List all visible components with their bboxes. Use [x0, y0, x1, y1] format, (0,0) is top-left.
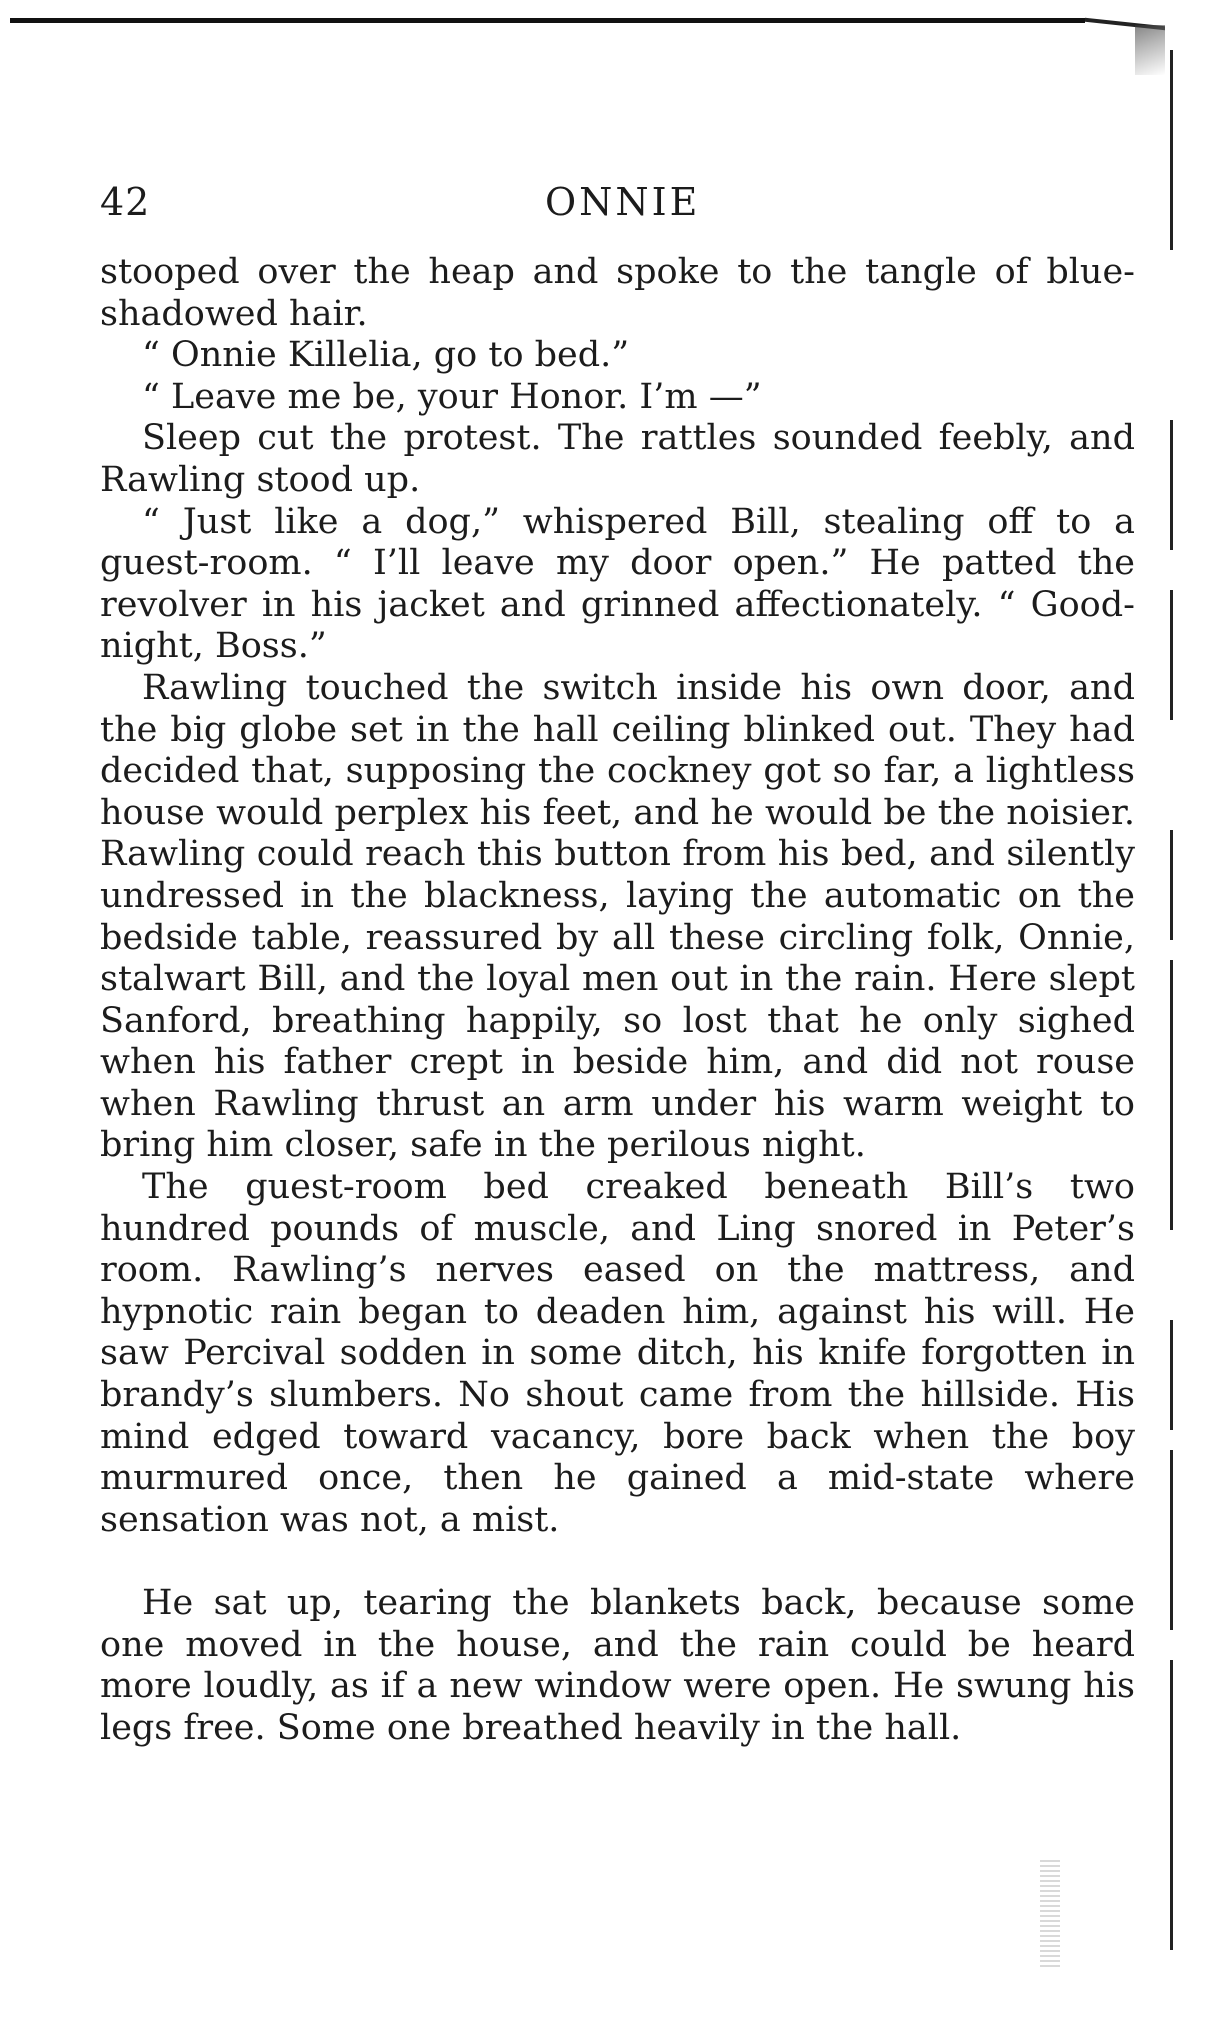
- paragraph: “ Leave me be, your Honor. I’m —”: [142, 376, 762, 417]
- paragraph: Sleep cut the protest. The rattles sounded feebly, and Rawling stood up.: [100, 418, 1135, 500]
- running-head: ONNIE: [545, 180, 701, 224]
- paragraph: stooped over the heap and spoke to the tangle of blue-shadowed hair.: [100, 252, 1135, 334]
- paragraph: Rawling touched the switch inside his own door, and the big globe set in the hall ceiling blinked out. They had decided that, supposing the cockney got so far, a lightless house would perplex his feet, and he would be the noisier. Rawling could reach this button from his bed, and silently undressed in the blackness, laying the automatic on the bedside table, reassured by all these circling folk, Onnie, stalwart Bill, and the loyal men out in the rain. Here slept Sanford, breathing happily, so lost that he only sighed when his father crept in beside him, and did not rouse when Rawling thrust an arm under his warm weight to bring him closer, safe in the perilous night.: [100, 667, 1135, 1166]
- paragraph: The guest-room bed creaked beneath Bill’s two hundred pounds of muscle, and Ling snored in Peter’s room. Rawling’s nerves eased on the mattress, and hypnotic rain began to deaden him, against his will. He saw Percival sodden in some ditch, his knife forgotten in brandy’s slumbers. No shout came from the hillside. His mind edged toward vacancy, bore back when the boy murmured once, then he gained a mid-state where sensation was not, a mist.: [100, 1167, 1135, 1540]
- scan-noise: [1040, 1860, 1060, 1970]
- scan-corner-shadow: [1135, 25, 1165, 75]
- section-break: [100, 1541, 1135, 1583]
- paragraph: “ Onnie Killelia, go to bed.”: [142, 335, 630, 376]
- page-edge-shadow: [1170, 30, 1176, 2030]
- paragraph: He sat up, tearing the blankets back, because some one moved in the house, and the rain could be heard more loudly, as if a new window were open. He swung his legs free. Some one breathed heavily in the hall.: [100, 1583, 1135, 1748]
- page-header: [0, 180, 1215, 230]
- top-rule: [10, 18, 1085, 23]
- body-text: [100, 252, 1135, 1749]
- page-number: 42: [100, 180, 151, 224]
- paragraph: “ Just like a dog,” whispered Bill, stealing off to a guest-room. “ I’ll leave my door open.” He patted the revolver in his jacket and grinned affectionately. “ Good-night, Boss.”: [100, 501, 1135, 667]
